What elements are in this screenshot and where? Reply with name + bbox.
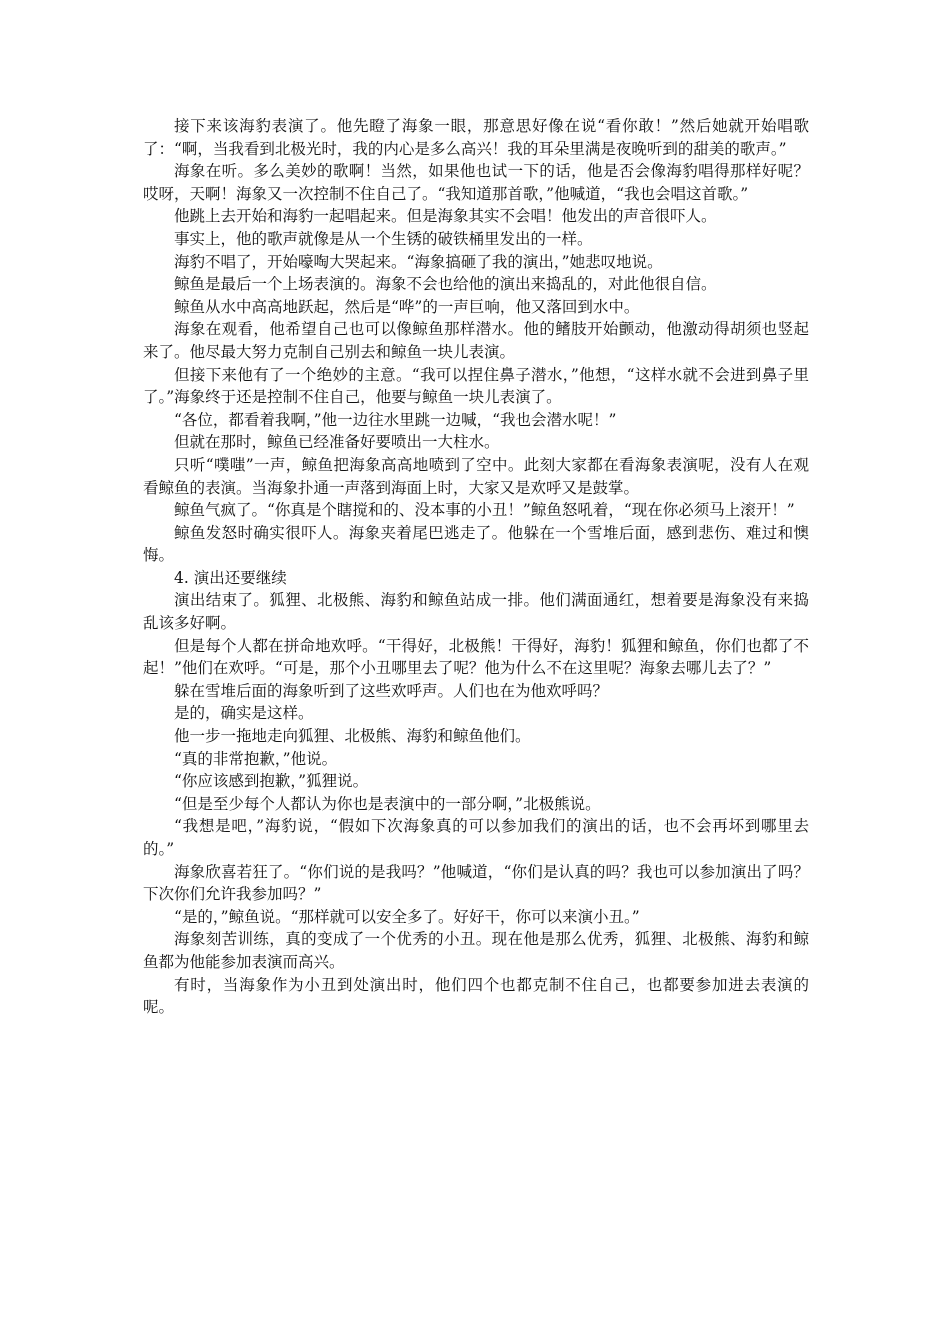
- paragraph: 他一步一拖地走向狐狸、北极熊、海豹和鲸鱼他们。: [174, 727, 531, 746]
- paragraph: 鲸鱼气疯了。“你真是个瞎搅和的、没本事的小丑！”鲸鱼怒吼着，“现在你必须马上滚开！”: [174, 501, 795, 520]
- paragraph: 但接下来他有了一个绝妙的主意。“我可以捏住鼻子潜水，”他想，“这样水就不会进到鼻子里了。”海象终于还是控制不住自己，他要与鲸鱼一块儿表演了。: [143, 365, 809, 407]
- paragraph: “是的，”鲸鱼说。“那样就可以安全多了。好好干，你可以来演小丑。”: [174, 907, 640, 926]
- paragraph: 海象刻苦训练，真的变成了一个优秀的小丑。现在他是那么优秀，狐狸、北极熊、海豹和鲸鱼都为他能参加表演而高兴。: [143, 930, 809, 971]
- paragraph: 鲸鱼是最后一个上场表演的。海象不会也给他的演出来捣乱的，对此他很自信。: [174, 275, 717, 294]
- paragraph: 接下来该海豹表演了。他先瞪了海象一眼，那意思好像在说“看你敢！”然后她就开始唱歌了：“啊，当我看到北极光时，我的内心是多么高兴！我的耳朵里满是夜晚听到的甜美的歌声。”: [143, 117, 809, 158]
- section-heading: 4. 演出还要继续: [174, 568, 287, 587]
- document-page: [143, 115, 809, 1019]
- paragraph: 是的，确实是这样。: [174, 704, 314, 723]
- paragraph: 演出结束了。狐狸、北极熊、海豹和鲸鱼站成一排。他们满面通红，想着要是海象没有来捣乱该多好啊。: [143, 591, 809, 633]
- paragraph: 海象欣喜若狂了。“你们说的是我吗？”他喊道，“你们是认真的吗？我也可以参加演出了吗？下次你们允许我参加吗？”: [143, 862, 809, 904]
- paragraph: 只听“噗嗤”一声，鲸鱼把海象高高地喷到了空中。此刻大家都在看海象表演呢，没有人在观看鲸鱼的表演。当海象扑通一声落到海面上时，大家又是欢呼又是鼓掌。: [143, 455, 809, 497]
- paragraph: 鲸鱼发怒时确实很吓人。海象夹着尾巴逃走了。他躲在一个雪堆后面，感到悲伤、难过和懊悔。: [143, 523, 809, 565]
- paragraph: 有时，当海象作为小丑到处演出时，他们四个也都克制不住自己，也都要参加进去表演的呢。: [143, 975, 809, 1017]
- paragraph: 海象在听。多么美妙的歌啊！当然，如果他也试一下的话，他是否会像海豹唱得那样好呢？哎呀，天啊！海象又一次控制不住自己了。“我知道那首歌，”他喊道，“我也会唱这首歌。”: [143, 162, 809, 203]
- paragraph: “各位，都看着我啊，”他一边往水里跳一边喊，“我也会潜水呢！”: [174, 410, 617, 429]
- paragraph: 他跳上去开始和海豹一起唱起来。但是海象其实不会唱！他发出的声音很吓人。: [174, 207, 717, 226]
- paragraph: 但就在那时，鲸鱼已经准备好要喷出一大柱水。: [174, 433, 500, 452]
- paragraph: 但是每个人都在拼命地欢呼。“干得好，北极熊！干得好，海豹！狐狸和鲸鱼，你们也都了不起！”他们在欢呼。“可是，那个小丑哪里去了呢？他为什么不在这里呢？海象去哪儿去了？”: [143, 636, 809, 678]
- paragraph: 事实上，他的歌声就像是从一个生锈的破铁桶里发出的一样。: [174, 229, 593, 248]
- paragraph: “你应该感到抱歉，”狐狸说。: [174, 772, 369, 791]
- paragraph: “真的非常抱歉，”他说。: [174, 749, 338, 768]
- paragraph: 海豹不唱了，开始嚎啕大哭起来。“海象搞砸了我的演出，”她悲叹地说。: [174, 252, 663, 271]
- paragraph: “但是至少每个人都认为你也是表演中的一部分啊，”北极熊说。: [174, 794, 601, 813]
- paragraph: 鲸鱼从水中高高地跃起，然后是“哗”的一声巨响，他又落回到水中。: [174, 297, 640, 316]
- paragraph: 躲在雪堆后面的海象听到了这些欢呼声。人们也在为他欢呼吗？: [174, 681, 609, 700]
- paragraph: 海象在观看，他希望自己也可以像鲸鱼那样潜水。他的鳍肢开始颤动，他激动得胡须也竖起来了。他尽最大努力克制自己别去和鲸鱼一块儿表演。: [143, 320, 809, 361]
- paragraph: “我想是吧，”海豹说，“假如下次海象真的可以参加我们的演出的话，也不会再坏到哪里去的。”: [143, 817, 809, 858]
